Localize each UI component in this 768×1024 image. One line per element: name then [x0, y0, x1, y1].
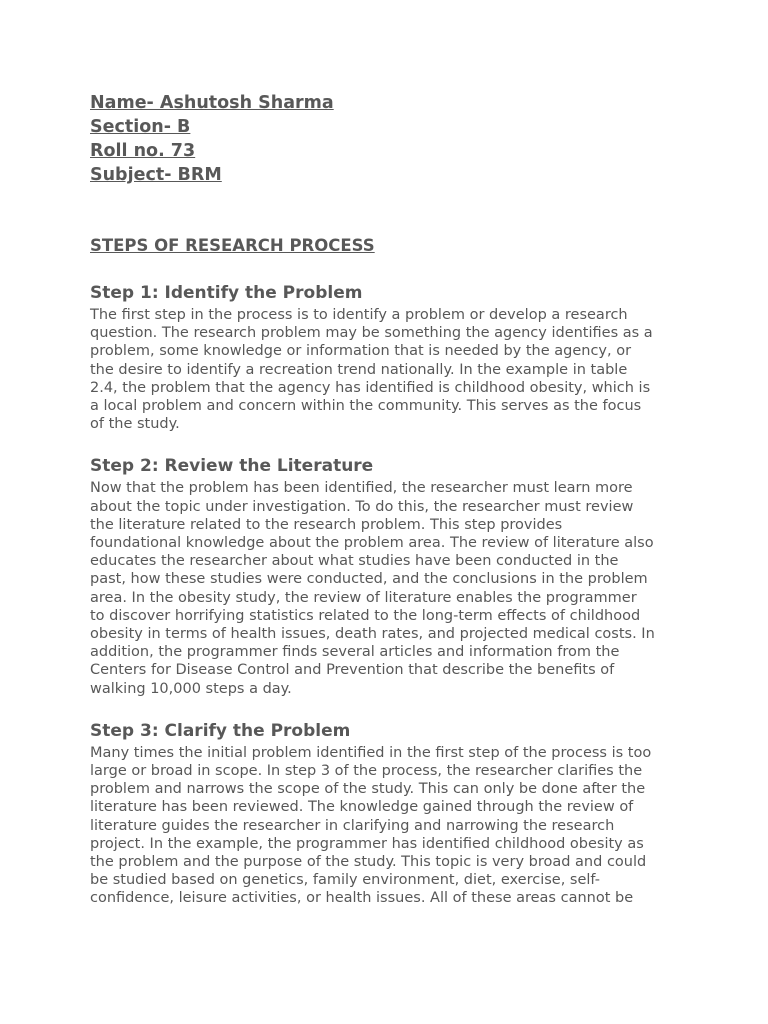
- step-3-line: literature has been reviewed. The knowledge gained through the review of: [90, 799, 634, 816]
- step-2-section: [90, 455, 682, 697]
- step-1-line: The first step in the process is to identify a problem or develop a research: [90, 307, 628, 323]
- step-3-line: large or broad in scope. In step 3 of the process, the researcher clarifies the: [90, 763, 643, 780]
- step-2-line: the literature related to the research problem. This step provides: [90, 516, 563, 533]
- student-subject: Subject- BRM: [90, 165, 222, 185]
- step-2-line: obesity in terms of health issues, death rates, and projected medical costs. In: [90, 626, 655, 643]
- step-1-body: [90, 306, 682, 433]
- step-2-line: about the topic under investigation. To do this, the researcher must review: [90, 498, 634, 515]
- document-title: STEPS OF RESEARCH PROCESS: [90, 236, 375, 255]
- step-2-line: to discover horrifying statistics related to the long-term effects of childhood: [90, 607, 641, 624]
- step-1-section: [90, 282, 682, 433]
- step-2-line: walking 10,000 steps a day.: [90, 680, 292, 697]
- step-2-line: foundational knowledge about the problem area. The review of literature also: [90, 535, 654, 552]
- step-1-line: problem, some knowledge or information that is needed by the agency, or: [90, 343, 632, 360]
- step-2-line: educates the researcher about what studies have been conducted in the: [90, 553, 619, 570]
- step-1-heading: Step 1: Identify the Problem: [90, 283, 363, 303]
- step-3-heading: Step 3: Clarify the Problem: [90, 720, 351, 741]
- step-2-line: Now that the problem has been identified, the researcher must learn more: [90, 480, 633, 497]
- step-3-line: project. In the example, the programmer has identified childhood obesity as: [90, 835, 644, 852]
- step-1-line: 2.4, the problem that the agency has identified is childhood obesity, which is: [90, 379, 651, 396]
- step-2-body: [90, 479, 682, 697]
- step-3-line: literature guides the researcher in clarifying and narrowing the research: [90, 817, 615, 834]
- step-1-line: a local problem and concern within the community. This serves as the focus: [90, 398, 642, 415]
- student-section: Section- B: [90, 117, 191, 137]
- student-name: Name- Ashutosh Sharma: [90, 93, 334, 113]
- document-page: [90, 91, 682, 908]
- step-3-line: confidence, leisure activities, or health issues. All of these areas cannot be: [90, 890, 634, 907]
- step-3-line: the problem and the purpose of the study. This topic is very broad and could: [90, 854, 647, 871]
- step-3-body: [90, 744, 682, 908]
- student-roll-number: Roll no. 73: [90, 141, 196, 161]
- step-1-line: question. The research problem may be something the agency identifies as a: [90, 325, 653, 342]
- step-1-line: of the study.: [90, 416, 180, 433]
- step-3-line: problem and narrows the scope of the study. This can only be done after the: [90, 781, 646, 798]
- step-1-line: the desire to identify a recreation trend nationally. In the example in table: [90, 361, 628, 378]
- step-2-heading: Step 2: Review the Literature: [90, 456, 374, 477]
- step-3-line: Many times the initial problem identified in the first step of the process is too: [90, 744, 652, 761]
- step-3-section: [90, 720, 682, 908]
- step-3-line: be studied based on genetics, family environment, diet, exercise, self-: [90, 872, 600, 889]
- step-2-line: Centers for Disease Control and Prevention that describe the benefits of: [90, 662, 615, 679]
- step-2-line: addition, the programmer finds several articles and information from the: [90, 644, 620, 661]
- step-2-line: area. In the obesity study, the review of literature enables the programmer: [90, 589, 637, 606]
- step-2-line: past, how these studies were conducted, and the conclusions in the problem: [90, 571, 648, 588]
